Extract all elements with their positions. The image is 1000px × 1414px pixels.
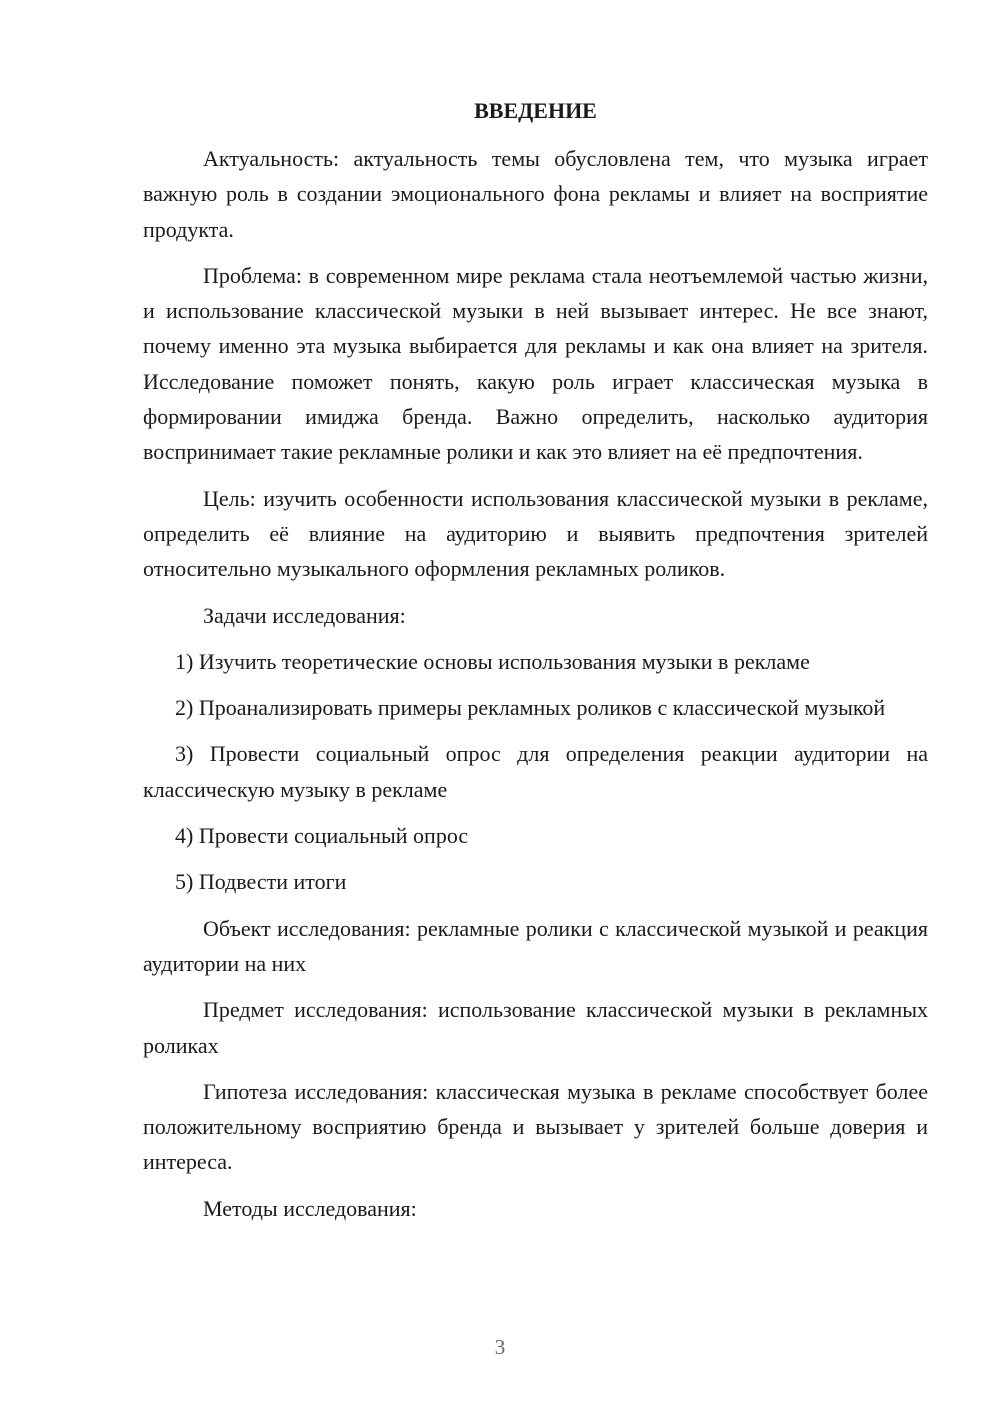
paragraph-tasks-heading: Задачи исследования: <box>203 602 406 628</box>
task-item-2: 2) Проанализировать примеры рекламных роликов с классической музыкой <box>175 695 886 721</box>
paragraph-problem: Проблема: в современном мире реклама стала неотъемлемой частью жизни, и использование классической музыки в ней вызывает интерес. Не все знают, почему именно эта музыка выбирается для рекламы и как она влияет на зрителя. Исследование поможет понять, какую роль играет классическая музыка в формировании имиджа бренда. Важно определить, насколько аудитория воспринимает такие рекламные ролики и как это влияет на её предпочтения. <box>143 262 928 465</box>
paragraph-goal: Цель: изучить особенности использования классической музыки в рекламе, определить её влияние на аудиторию и выявить предпочтения зрителей относительно музыкального оформления рекламных роликов. <box>143 485 928 582</box>
paragraph-hypothesis: Гипотеза исследования: классическая музыка в рекламе способствует более положительному восприятию бренда и вызывает у зрителей больше доверия и интереса. <box>143 1078 928 1175</box>
paragraph-methods: Методы исследования: <box>203 1195 417 1221</box>
task-item-5: 5) Подвести итоги <box>175 869 347 895</box>
task-item-4: 4) Провести социальный опрос <box>175 823 469 849</box>
paragraph-subject: Предмет исследования: использование классической музыки в рекламных роликах <box>143 997 928 1058</box>
document-page <box>143 95 928 1237</box>
task-item-3: 3) Провести социальный опрос для определения реакции аудитории на классическую музыку в рекламе <box>143 741 928 802</box>
task-item-1: 1) Изучить теоретические основы использования музыки в рекламе <box>175 648 810 674</box>
paragraph-object: Объект исследования: рекламные ролики с классической музыкой и реакция аудитории на них <box>143 915 928 976</box>
paragraph-relevance: Актуальность: актуальность темы обусловлена тем, что музыка играет важную роль в создании эмоционального фона рекламы и влияет на восприятие продукта. <box>143 146 928 242</box>
page-number: 3 <box>494 1335 506 1359</box>
section-title: ВВЕДЕНИЕ <box>474 98 597 123</box>
